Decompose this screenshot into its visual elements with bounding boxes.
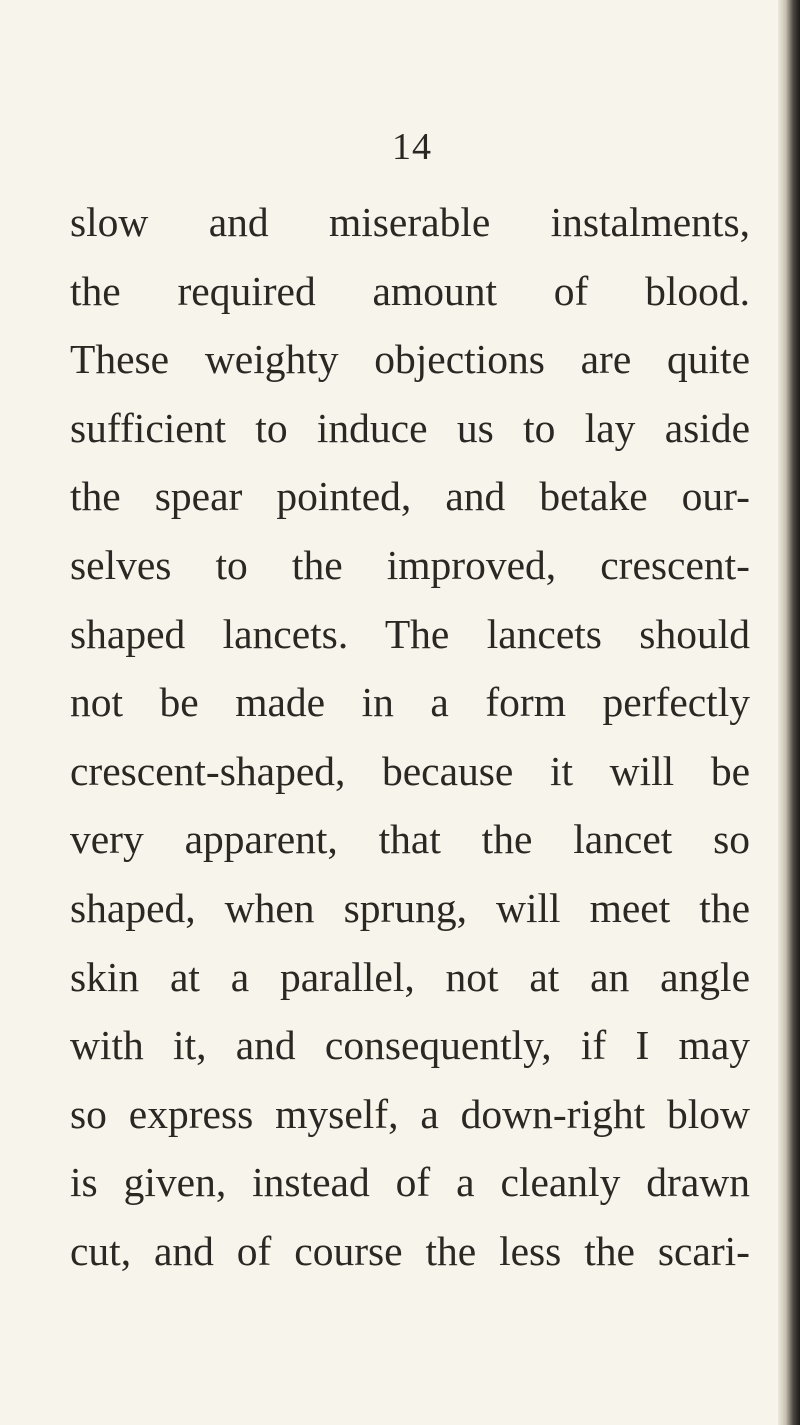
- text-line: is given, instead of a cleanly drawn: [70, 1159, 750, 1206]
- text-line: selves to the improved, crescent-: [70, 541, 750, 588]
- text-line: not be made in a form perfectly: [70, 679, 750, 726]
- body-text: [70, 188, 750, 1286]
- text-line: the required amount of blood.: [70, 267, 750, 314]
- text-line: shaped lancets. The lancets should: [70, 610, 750, 657]
- text-line: slow and miserable instalments,: [70, 199, 750, 245]
- text-line: cut, and of course the less the scari-: [70, 1227, 750, 1274]
- text-line: These weighty objections are quite: [70, 336, 750, 383]
- page-edge-shadow: [778, 0, 800, 1425]
- text-line: crescent-shaped, because it will be: [70, 747, 750, 794]
- text-line: sufficient to induce us to lay aside: [70, 404, 750, 451]
- text-line: very apparent, that the lancet so: [70, 816, 750, 863]
- text-line: shaped, when sprung, will meet the: [70, 884, 750, 931]
- text-line: with it, and consequently, if I may: [70, 1022, 750, 1069]
- page-number: 14: [392, 126, 432, 168]
- text-line: the spear pointed, and betake our-: [70, 473, 750, 520]
- text-line: so express myself, a down-right blow: [70, 1090, 750, 1137]
- text-line: skin at a parallel, not at an angle: [70, 953, 750, 1000]
